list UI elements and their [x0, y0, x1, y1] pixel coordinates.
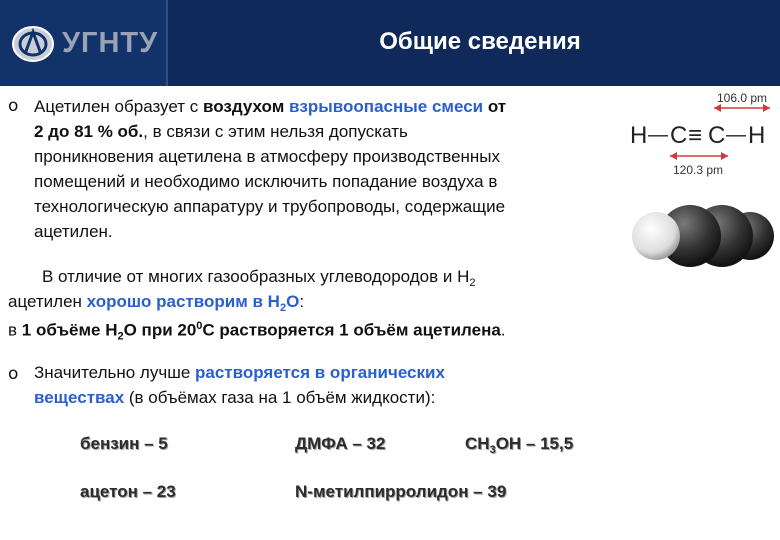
text-line — [8, 289, 618, 314]
highlight-organic-solvents: растворяется в органических — [195, 363, 445, 382]
text-line: проникновения ацетилена в атмосферу производственных — [34, 147, 501, 166]
text-line — [34, 94, 624, 119]
paragraph-solubility-water — [8, 264, 618, 343]
subscript: 2 — [279, 302, 287, 314]
text-line — [34, 119, 624, 144]
bond-length-label-bottom: 120.3 pm — [672, 163, 724, 177]
text-run: : — [299, 292, 305, 311]
text-run: в — [8, 320, 22, 340]
text-run: СН — [465, 434, 490, 453]
arrow-head — [763, 104, 770, 112]
superscript: 0 — [196, 320, 203, 332]
solvent-methanol — [465, 434, 573, 454]
page-title: Общие сведения — [379, 28, 581, 55]
bond-triple: ≡ — [688, 122, 703, 149]
highlight-soluble-in-water: О — [286, 292, 300, 311]
arrow-head — [714, 104, 721, 112]
header-bar — [0, 0, 780, 86]
bullet-marker: o — [8, 364, 19, 384]
text-line: ацетилен. — [34, 222, 113, 241]
paragraph-solubility-organic — [34, 360, 594, 410]
text-line — [8, 314, 618, 343]
atom-c-right: C — [708, 122, 726, 149]
text-line: технологическую аппаратуру и трубопроводы, содержащие — [34, 197, 506, 216]
text-line — [34, 385, 594, 410]
emphasis-volume: С растворяется 1 объём ацетилена — [202, 320, 501, 340]
arrow-head — [670, 152, 677, 160]
paragraph-explosive-mixtures — [34, 94, 624, 244]
subscript: 2 — [117, 330, 124, 343]
logo-area — [0, 0, 166, 86]
acetylene-structure-diagram — [624, 86, 780, 286]
emphasis-range: 2 до 81 % об. — [34, 122, 144, 141]
university-emblem-icon — [10, 24, 56, 64]
subscript: 3 — [489, 444, 496, 456]
text-line: помещений и необходимо исключить попадание воздуха в — [34, 172, 498, 191]
acetylene-figure — [624, 86, 780, 286]
highlight-organic-solvents: веществах — [34, 388, 125, 407]
text-run: от — [483, 97, 507, 116]
text-run: (в объёмах газа на 1 объём жидкости): — [124, 388, 436, 407]
bond-length-label-top: 106.0 pm — [716, 91, 768, 105]
logo-text: УГНТУ — [62, 27, 159, 59]
text-run: В отличие от многих газообразных углеводородов и Н — [42, 267, 470, 286]
emphasis-volume: О при 20 — [123, 320, 197, 340]
text-run: . — [500, 320, 506, 340]
solvent-acetone: ацетон – 23 — [80, 482, 176, 501]
header-divider — [166, 0, 168, 86]
bond-single-right: — — [726, 124, 746, 146]
text-line — [8, 264, 618, 289]
solvent-n-methylpyrrolidone: N-метилпирролидон – 39 — [295, 482, 507, 501]
text-run: ОН – 15,5 — [495, 434, 574, 453]
text-run: Ацетилен образует с — [34, 97, 203, 116]
bond-single-left: — — [648, 124, 668, 146]
hydrogen-atom-sphere — [632, 212, 680, 260]
atom-h-right: H — [748, 122, 766, 149]
emphasis-volume: 1 объёме Н — [21, 320, 118, 340]
text-run: ацетилен — [8, 292, 87, 311]
arrow-head — [721, 152, 728, 160]
highlight-soluble-in-water: хорошо растворим в Н — [86, 292, 280, 311]
subscript: 2 — [469, 277, 476, 289]
atom-c-left: C — [670, 122, 688, 149]
solvent-dmfa: ДМФА – 32 — [295, 434, 386, 453]
solvent-benzine: бензин – 5 — [80, 434, 168, 453]
text-line — [34, 360, 594, 385]
highlight-explosive-mixtures: взрывоопасные смеси — [289, 97, 484, 116]
text-run: Значительно лучше — [34, 363, 196, 382]
text-run: , в связи с этим нельзя допускать — [143, 122, 408, 141]
bullet-marker: o — [8, 96, 19, 116]
emphasis-air: воздухом — [203, 97, 285, 116]
atom-h-left: H — [630, 122, 648, 149]
